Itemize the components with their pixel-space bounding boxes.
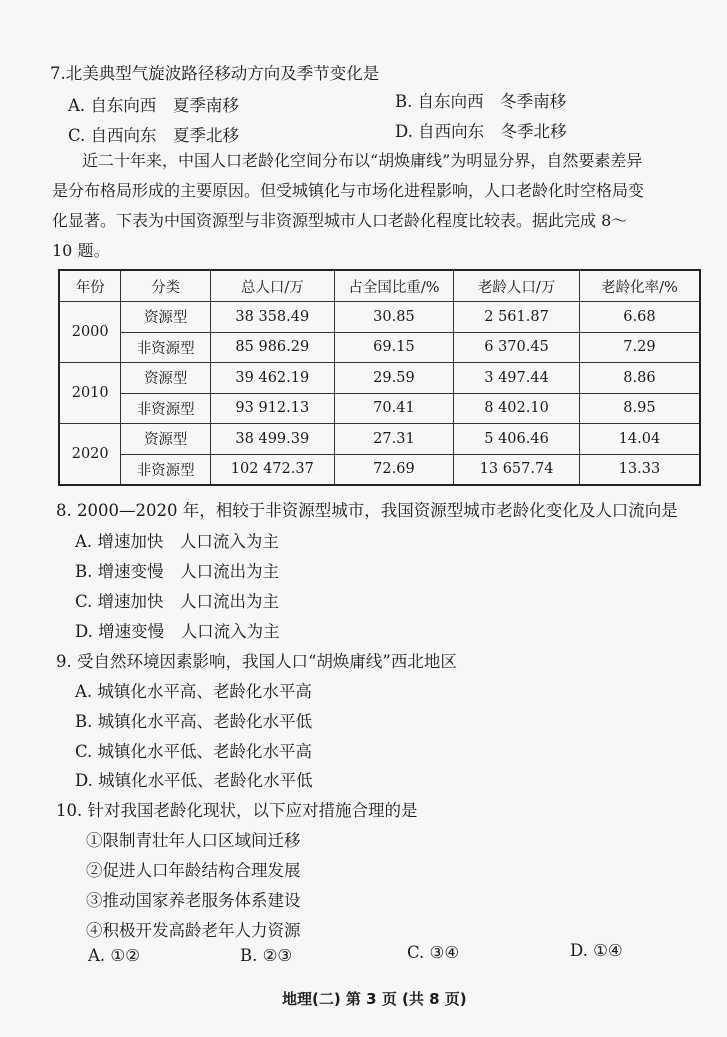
total-pop-cell: 38 499.39 bbox=[211, 424, 335, 455]
q9-option-d: D. 城镇化水平低、老龄化水平低 bbox=[75, 771, 313, 790]
q10-item-3: ③推动国家养老服务体系建设 bbox=[86, 891, 301, 910]
q9-option-c: C. 城镇化水平低、老龄化水平高 bbox=[75, 742, 313, 761]
total-pop-cell: 38 358.49 bbox=[211, 302, 335, 333]
total-pop-cell: 102 472.37 bbox=[211, 454, 335, 485]
share-cell: 70.41 bbox=[334, 393, 454, 424]
q7-option-d: D. 自西向东 冬季北移 bbox=[395, 122, 567, 141]
category-cell: 资源型 bbox=[121, 424, 211, 455]
table-row bbox=[59, 363, 700, 394]
aging-comparison-table bbox=[58, 269, 701, 486]
total-pop-cell: 39 462.19 bbox=[211, 363, 335, 394]
share-cell: 30.85 bbox=[334, 302, 454, 333]
q7-stem: 7.北美典型气旋波路径移动方向及季节变化是 bbox=[50, 64, 380, 83]
q10-stem: 10. 针对我国老龄化现状，以下应对措施合理的是 bbox=[56, 801, 418, 820]
elderly-pop-cell: 13 657.74 bbox=[454, 454, 580, 485]
share-cell: 27.31 bbox=[334, 424, 454, 455]
aging-rate-cell: 13.33 bbox=[579, 454, 700, 485]
elderly-pop-cell: 6 370.45 bbox=[454, 332, 580, 363]
share-cell: 69.15 bbox=[334, 332, 454, 363]
passage-line-2: 是分布格局形成的主要原因。但受城镇化与市场化进程影响，人口老龄化时空格局变 bbox=[52, 181, 645, 200]
header-total-pop: 总人口/万 bbox=[211, 270, 335, 302]
category-cell: 资源型 bbox=[121, 302, 211, 333]
q10-option-a: A. ①② bbox=[88, 946, 140, 965]
q7-option-c: C. 自西向东 夏季北移 bbox=[68, 126, 240, 145]
elderly-pop-cell: 3 497.44 bbox=[454, 363, 580, 394]
share-cell: 72.69 bbox=[334, 454, 454, 485]
year-cell: 2000 bbox=[59, 302, 121, 363]
table-row bbox=[59, 424, 700, 455]
q10-item-4: ④积极开发高龄老年人力资源 bbox=[86, 921, 301, 940]
year-cell: 2020 bbox=[59, 424, 121, 486]
header-category: 分类 bbox=[121, 270, 211, 302]
table-row bbox=[59, 393, 700, 424]
elderly-pop-cell: 2 561.87 bbox=[454, 302, 580, 333]
aging-rate-cell: 8.95 bbox=[579, 393, 700, 424]
passage-line-4: 10 题。 bbox=[52, 241, 110, 260]
category-cell: 非资源型 bbox=[121, 393, 211, 424]
passage-line-3: 化显著。下表为中国资源型与非资源型城市人口老龄化程度比较表。据此完成 8～ bbox=[52, 211, 628, 230]
q10-option-c: C. ③④ bbox=[407, 943, 460, 962]
q9-stem: 9. 受自然环境因素影响，我国人口“胡焕庸线”西北地区 bbox=[56, 652, 457, 671]
header-aging-rate: 老龄化率/% bbox=[579, 270, 700, 302]
aging-rate-cell: 7.29 bbox=[579, 332, 700, 363]
q9-option-a: A. 城镇化水平高、老龄化水平高 bbox=[75, 682, 312, 701]
header-share: 占全国比重/% bbox=[334, 270, 454, 302]
q8-option-a: A. 增速加快 人口流入为主 bbox=[75, 532, 279, 551]
q8-option-b: B. 增速变慢 人口流出为主 bbox=[75, 562, 280, 581]
elderly-pop-cell: 8 402.10 bbox=[454, 393, 580, 424]
year-cell: 2010 bbox=[59, 363, 121, 424]
q10-option-b: B. ②③ bbox=[240, 946, 293, 965]
category-cell: 资源型 bbox=[121, 363, 211, 394]
q8-option-d: D. 增速变慢 人口流入为主 bbox=[75, 622, 280, 641]
q8-stem: 8. 2000—2020 年，相较于非资源型城市，我国资源型城市老龄化变化及人口流向是 bbox=[56, 501, 678, 520]
q9-option-b: B. 城镇化水平高、老龄化水平低 bbox=[75, 712, 313, 731]
table-row bbox=[59, 302, 700, 333]
q7-option-b: B. 自东向西 冬季南移 bbox=[395, 92, 567, 111]
aging-rate-cell: 14.04 bbox=[579, 424, 700, 455]
q10-option-d: D. ①④ bbox=[570, 941, 623, 960]
total-pop-cell: 93 912.13 bbox=[211, 393, 335, 424]
header-year: 年份 bbox=[59, 270, 121, 302]
table-row bbox=[59, 454, 700, 485]
q10-item-1: ①限制青壮年人口区域间迁移 bbox=[86, 831, 301, 850]
total-pop-cell: 85 986.29 bbox=[211, 332, 335, 363]
category-cell: 非资源型 bbox=[121, 454, 211, 485]
table-header-row bbox=[59, 270, 700, 302]
elderly-pop-cell: 5 406.46 bbox=[454, 424, 580, 455]
passage-line-1: 近二十年来，中国人口老龄化空间分布以“胡焕庸线”为明显分界，自然要素差异 bbox=[82, 151, 643, 170]
q10-item-2: ②促进人口年龄结构合理发展 bbox=[86, 861, 301, 880]
q8-option-c: C. 增速加快 人口流出为主 bbox=[75, 592, 280, 611]
aging-rate-cell: 8.86 bbox=[579, 363, 700, 394]
q7-option-a: A. 自东向西 夏季南移 bbox=[68, 96, 239, 115]
category-cell: 非资源型 bbox=[121, 332, 211, 363]
share-cell: 29.59 bbox=[334, 363, 454, 394]
table-row bbox=[59, 332, 700, 363]
passage bbox=[52, 146, 692, 266]
header-elderly-pop: 老龄人口/万 bbox=[454, 270, 580, 302]
page-footer: 地理(二) 第 3 页 (共 8 页) bbox=[282, 990, 467, 1008]
aging-rate-cell: 6.68 bbox=[579, 302, 700, 333]
